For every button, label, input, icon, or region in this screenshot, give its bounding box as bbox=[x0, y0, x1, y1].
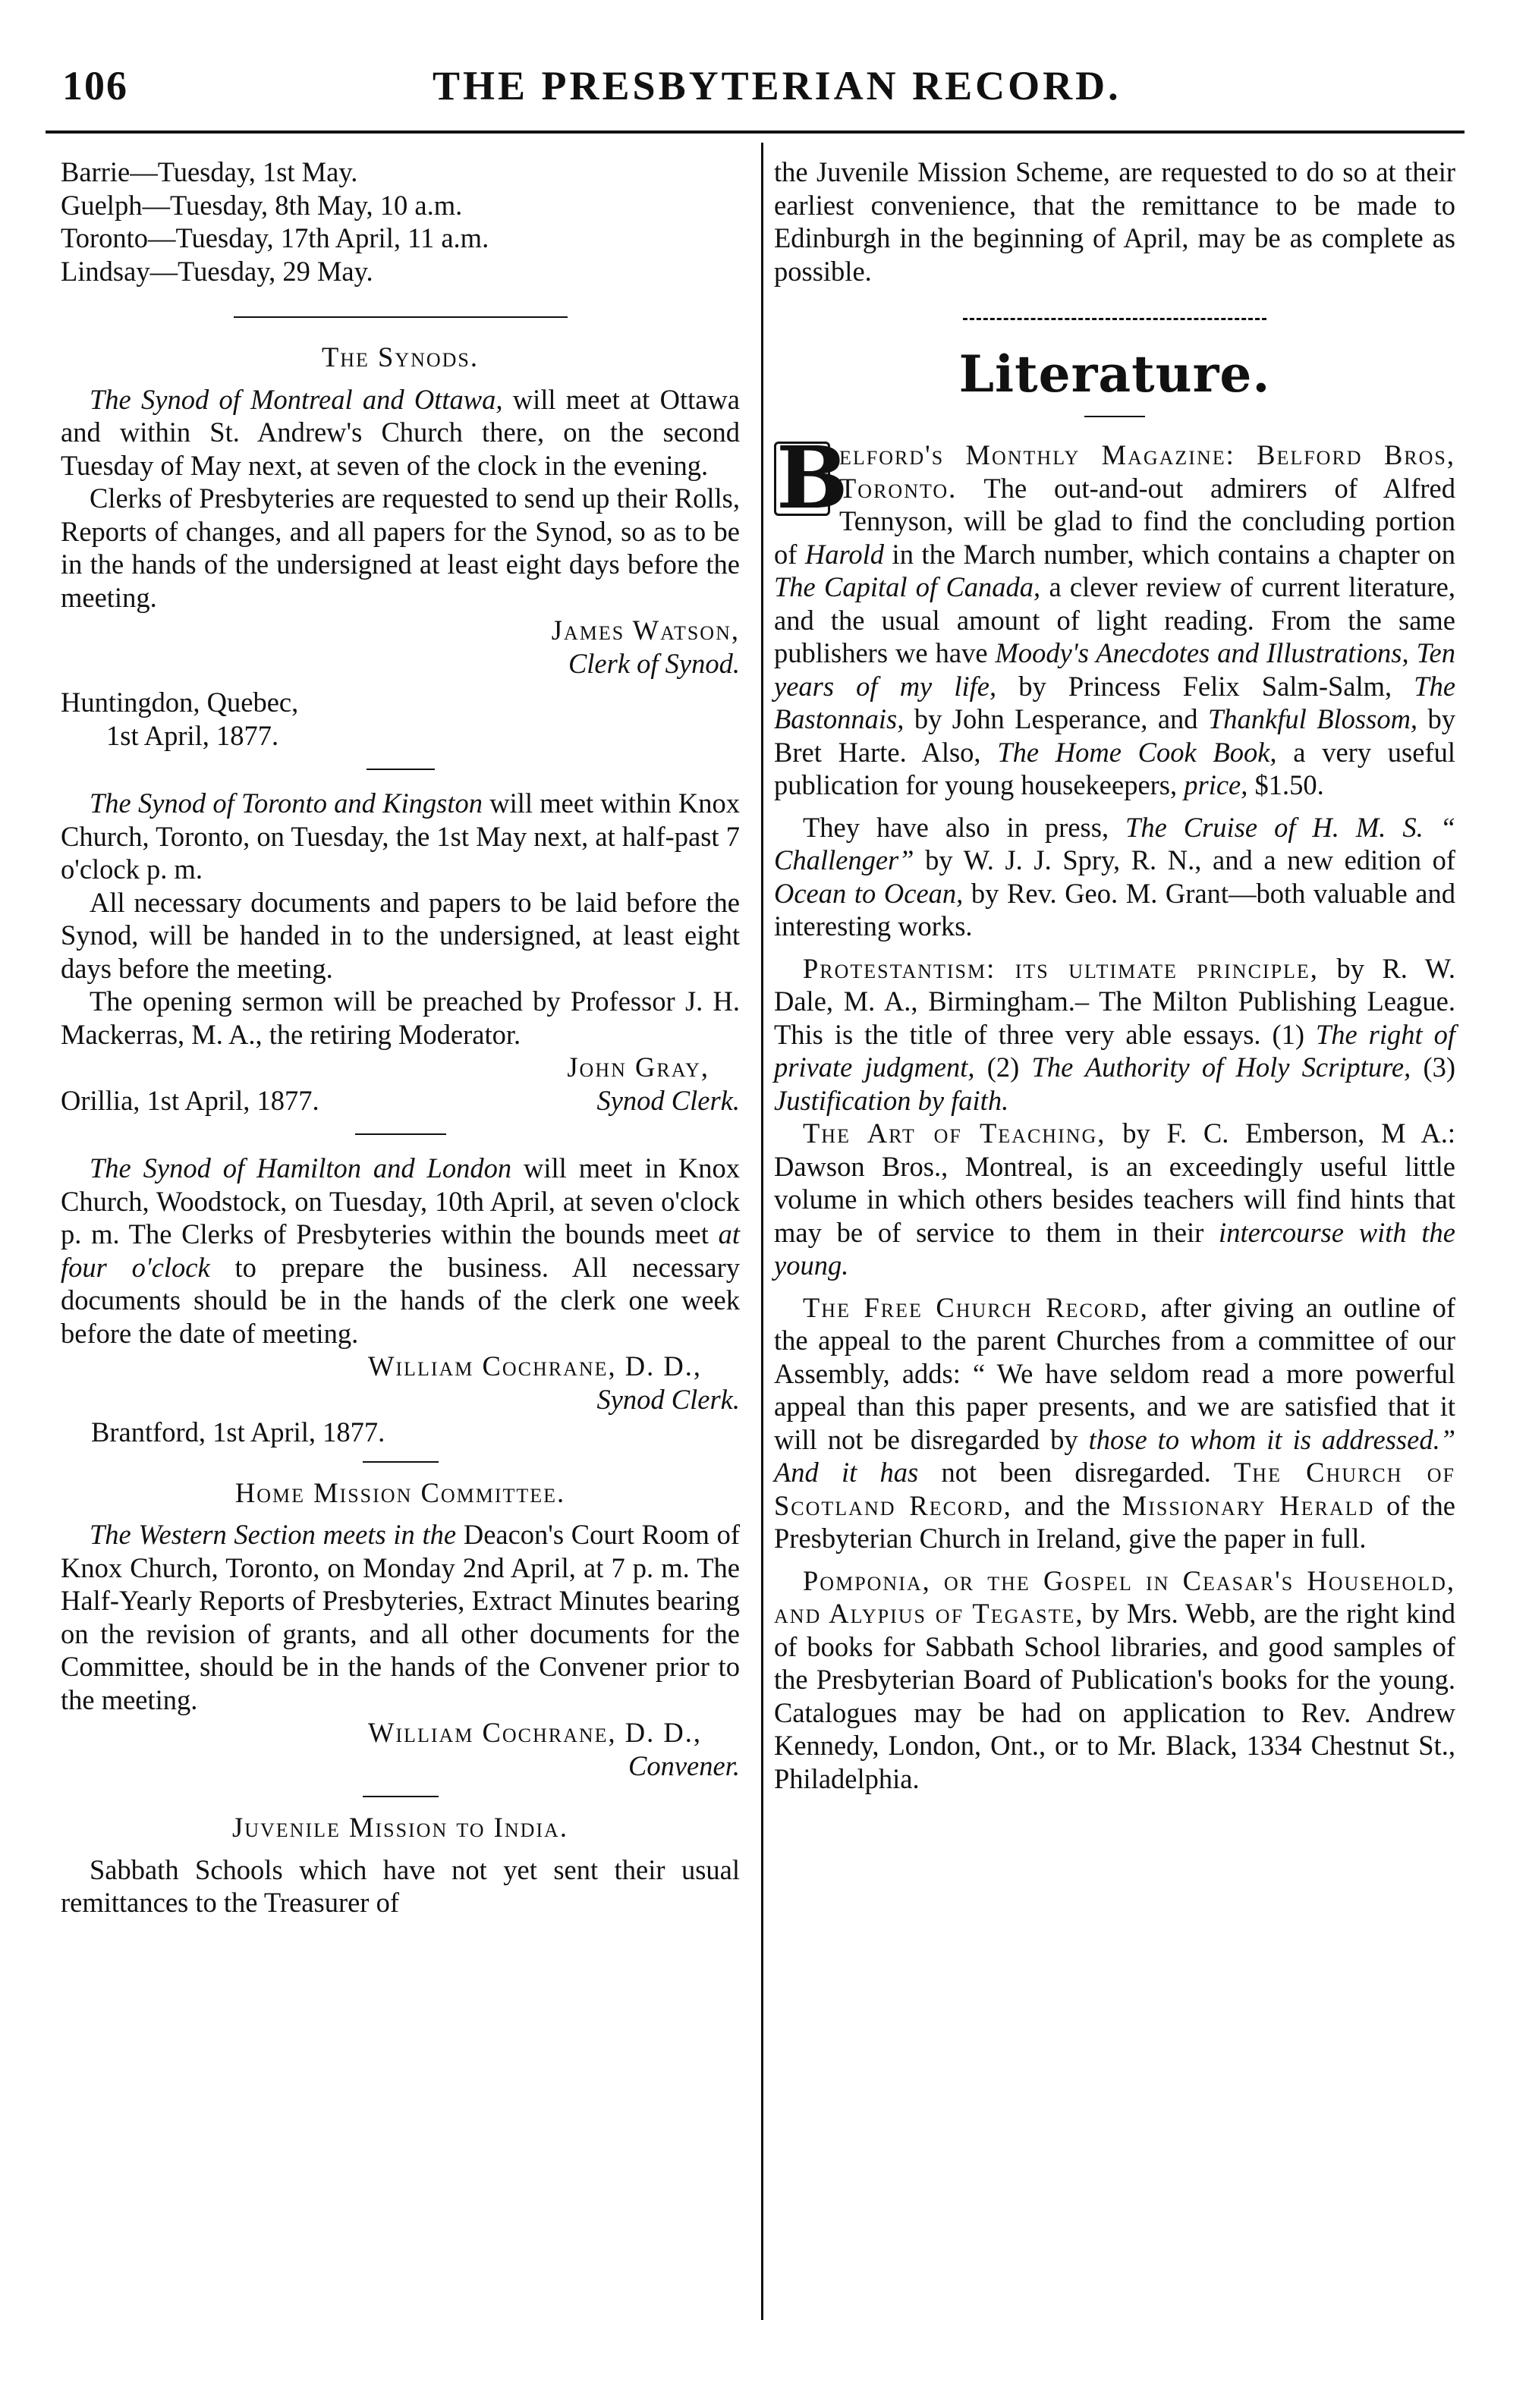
hamilton-synod-notice: The Synod of Hamilton and London will meet in Knox Church, Woodstock, on Tuesday, 10th April, at seven o'clock p. m. The Clerks of Presbyteries within the bounds meet at four o'clock to prepare the business. All necessary documents should be in the hands of the clerk one week before the date of meeting. bbox=[61, 1152, 741, 1349]
synod-name: The Synod of Toronto and Kingston bbox=[90, 787, 483, 819]
page-header bbox=[46, 53, 1483, 121]
belford-review: B elford's Monthly Magazine: Belford Bros, Toronto. The out-and-out admirers of Alfred Tennyson, will be glad to find the concluding portion of Harold in the March number, which contains a chapter on The Capital of Canada, a clever review of current literature, and the usual amount of light reading. From the same publishers we have Moody's Anecdotes and Illustrations, Ten years of my life, by Princess Felix Salm-Salm, The Bastonnais, by John Lesperance, and Thankful Blossom, by Bret Harte. Also, The Home Cook Book, a very useful publication for young housekeepers, price, $1.50. bbox=[774, 429, 1456, 800]
montreal-synod-notice: The Synod of Montreal and Ottawa, will meet at Ottawa and within St. Andrew's Church there, on the second Tuesday of May next, at seven of the clock in the evening. bbox=[61, 383, 740, 481]
synods-heading: The Synods. bbox=[321, 341, 480, 373]
list-item: Lindsay—Tuesday, 29 May. bbox=[61, 255, 373, 287]
signature-row bbox=[61, 1084, 740, 1118]
left-column bbox=[61, 156, 740, 1919]
drop-cap: B bbox=[774, 442, 830, 516]
signer-name: William Cochrane, D. D., bbox=[367, 1717, 702, 1748]
toronto-synod-notice: The Synod of Toronto and Kingston will meet within Knox Church, Toronto, on Tuesday, the 1st May next, at half-past 7 o'clock p. m. bbox=[61, 787, 740, 885]
list-item: Barrie—Tuesday, 1st May. bbox=[61, 156, 358, 187]
list-item: Toronto—Tuesday, 17th April, 11 a.m. bbox=[61, 222, 489, 253]
synod-name: The Synod of Montreal and Ottawa, bbox=[90, 383, 503, 415]
signer-name: James Watson, bbox=[551, 615, 740, 646]
section-divider bbox=[363, 1461, 439, 1463]
running-title: THE PRESBYTERIAN RECORD. bbox=[433, 63, 1122, 108]
home-mission-heading: Home Mission Committee. bbox=[234, 1476, 566, 1508]
place-line: Huntingdon, Quebec, bbox=[61, 687, 299, 718]
list-item: Guelph—Tuesday, 8th May, 10 a.m. bbox=[61, 189, 463, 221]
synod-name: The Synod of Hamilton and London bbox=[90, 1152, 512, 1184]
page-number: 106 bbox=[62, 63, 128, 108]
section-divider bbox=[355, 1133, 446, 1135]
presbytery-meetings-list bbox=[61, 156, 740, 288]
signer-role: Synod Clerk. bbox=[596, 1383, 740, 1415]
free-church-review: The Free Church Record, after giving an outline of the appeal to the parent Churches from a committee of our Assembly, adds: “ We have seldom read a more powerful appeal than this paper presents, and we are satisfied that it will not be disregarded by those to whom it is addressed.” And it has not been disregarded. The Church of Scotland Record, and the Missionary Herald of the Presbyterian Church in Ireland, give the paper in full. bbox=[774, 1291, 1456, 1554]
juvenile-mission-notice: Sabbath Schools which have not yet sent their usual remittances to the Treasurer of bbox=[61, 1853, 740, 1918]
section-divider bbox=[367, 769, 435, 770]
section-divider bbox=[234, 316, 568, 318]
montreal-clerks-notice: Clerks of Presbyteries are requested to send up their Rolls, Reports of changes, and all papers for the Synod, so as to be in the hands of the undersigned at least eight days before the meeting. bbox=[61, 483, 740, 613]
place-date-line: Brantford, 1st April, 1877. bbox=[91, 1416, 385, 1448]
art-of-teaching-review: The Art of Teaching, by F. C. Emberson, M A.: Dawson Bros., Montreal, is an exceedingly useful little volume in which others besides teachers will find hints that may be of service to them in their intercourse with the young. bbox=[774, 1118, 1455, 1281]
signer-name: William Cochrane, D. D., bbox=[367, 1350, 702, 1382]
column-divider bbox=[761, 143, 763, 2320]
toronto-documents-notice: All necessary documents and papers to be laid before the Synod, will be handed in to the undersigned, at least eight days before the meeting. bbox=[61, 886, 740, 984]
pomponia-review: Pomponia, or the Gospel in Ceasar's Household, and Alypius of Tegaste, by Mrs. Webb, are the right kind of books for Sabbath School libraries, and good samples of the Presbyterian Board of Publication's books for the young. Catalogues may be had on application to Rev. Andrew Kennedy, London, Ont., or to Mr. Black, 1334 Chestnut St., Philadelphia. bbox=[774, 1564, 1455, 1794]
right-column bbox=[774, 156, 1455, 1795]
signer-name: John Gray, bbox=[567, 1052, 709, 1083]
signer-role: Synod Clerk. bbox=[596, 1084, 740, 1116]
section-divider bbox=[963, 318, 1266, 320]
section-divider bbox=[1084, 416, 1145, 417]
juvenile-mission-heading: Juvenile Mission to India. bbox=[232, 1812, 568, 1843]
section-divider bbox=[363, 1796, 439, 1797]
literature-heading: Literature. bbox=[958, 344, 1271, 404]
signer-role: Convener. bbox=[628, 1749, 740, 1781]
header-rule bbox=[46, 130, 1465, 134]
juvenile-mission-continued: the Juvenile Mission Scheme, are requested to do so at their earliest convenience, that the remittance to be made to Edinburgh in the beginning of April, may be as complete as possible. bbox=[774, 156, 1455, 287]
signer-role: Clerk of Synod. bbox=[568, 647, 740, 679]
date-line: 1st April, 1877. bbox=[106, 719, 279, 751]
toronto-sermon-notice: The opening sermon will be preached by Professor J. H. Mackerras, M. A., the retiring Moderator. bbox=[61, 986, 740, 1050]
in-press-notice: They have also in press, The Cruise of H. M. S. “ Challenger” by W. J. J. Spry, R. N., and a new edition of Ocean to Ocean, by Rev. Geo. M. Grant—both valuable and interesting works. bbox=[774, 811, 1455, 942]
home-mission-notice: The Western Section meets in the Deacon's Court Room of Knox Church, Toronto, on Monday 2nd April, at 7 p. m. The Half-Yearly Reports of Presbyteries, Extract Minutes bearing on the revision of grants, and all other documents for the Committee, should be in the hands of the Convener prior to the meeting. bbox=[61, 1519, 741, 1715]
place-date-line: Orillia, 1st April, 1877. bbox=[61, 1084, 319, 1116]
protestantism-review: Protestantism: its ultimate principle, by R. W. Dale, M. A., Birmingham.– The Milton Publishing League. This is the title of three very able essays. (1) The right of private judgment, (2) The Authority of Holy Scripture, (3) Justification by faith. bbox=[774, 952, 1456, 1116]
